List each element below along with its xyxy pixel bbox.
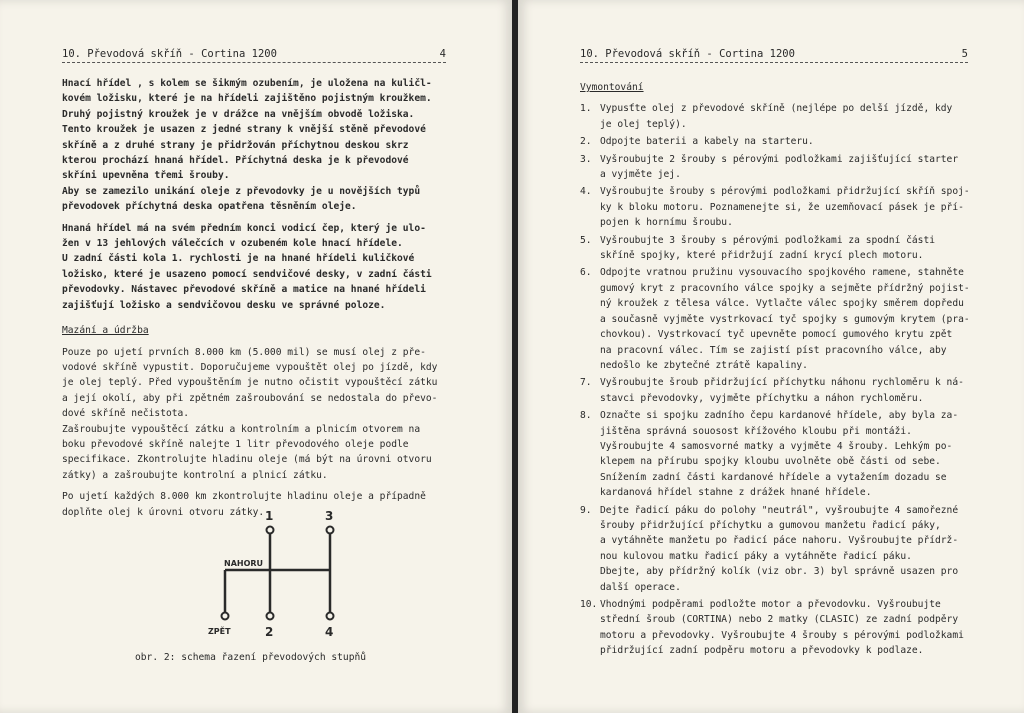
step-number: 10.: [580, 599, 598, 610]
gear-label-1: 1: [265, 509, 274, 523]
gear-position-3: [327, 527, 334, 534]
step-text-line: Označte si spojku zadního čepu kardanové hřídele, aby byla za-: [600, 410, 959, 422]
text-line: dové skříně nečistota.: [62, 408, 190, 420]
step-text-line: Odpojte baterii a kabely na starteru.: [600, 136, 814, 148]
step-number: 5.: [580, 234, 592, 246]
removal-step-9: [580, 503, 980, 595]
text-line: je olej teplý. Před vypouštěním je nutno očistit vypouštěcí zátku: [62, 377, 438, 389]
removal-step-4: [580, 184, 980, 230]
step-text-line: další operace.: [600, 581, 681, 593]
paragraph-driven-shaft: [62, 221, 452, 313]
step-text-line: střední šroub (CORTINA) nebo 2 matky (CLASIC) ze zadní podpěry: [600, 614, 959, 626]
text-line: převodovek příchytná deska opatřena těsněním oleje.: [62, 201, 357, 213]
step-text-line: pojen k hornímu šroubu.: [600, 217, 733, 229]
text-line: skříni upevněna třemi šrouby.: [62, 170, 230, 182]
removal-step-7: [580, 375, 980, 406]
step-text-line: Odpojte vratnou pružinu vysouvacího spojkového ramene, stahněte: [600, 267, 964, 279]
gear-label-2: 2: [265, 625, 274, 639]
step-text-line: Snížením zadní části kardanové hřídele a vytažením dozadu se: [600, 471, 947, 483]
text-line: ložisko, které je usazeno pomocí sendvičové desky, v zadní části: [62, 268, 432, 280]
step-text-line: ný kroužek z tělesa válce. Vytlačte válec spojky směrem dopředu: [600, 298, 964, 310]
reverse-label: ZPĚT: [208, 627, 231, 636]
right-page-header: [580, 48, 968, 63]
step-number: 2.: [580, 136, 592, 148]
step-text-line: jištěna správná souosost křížového kloubu při montáži.: [600, 425, 912, 437]
step-text-line: Dejte řadicí páku do polohy "neutrál", vyšroubujte 4 samořezné: [600, 504, 959, 516]
step-text-line: nou kulovou matku řadicí páky a vytáhněte řadicí páku.: [600, 550, 912, 562]
text-line: žen v 13 jehlových válečcích v ozubeném kole hnací hřídele.: [62, 238, 403, 250]
text-line: převodovky. Nástavec převodové skříně a matice na hnané hřídeli: [62, 284, 426, 296]
figure-caption: obr. 2: schema řazení převodových stupňů: [135, 652, 367, 663]
step-text-line: Vyšroubujte šroub přidržující příchytku náhonu rychloměru k ná-: [600, 377, 964, 389]
removal-step-8: [580, 408, 980, 500]
text-line: Tento kroužek je usazen z jedné strany k vnější stěně převodové: [62, 124, 426, 136]
right-header-title: 10. Převodová skříň - Cortina 1200: [580, 48, 795, 60]
step-text-line: nedošlo ke zbytečné ztrátě kapaliny.: [600, 359, 808, 371]
left-header-title: 10. Převodová skříň - Cortina 1200: [62, 48, 277, 60]
step-text-line: je olej teplý).: [600, 118, 687, 130]
section-heading-removal: Vymontování: [580, 82, 644, 93]
step-number: 3.: [580, 153, 592, 165]
step-text-line: klepem na přírubu spojky kloubu uvolněte obě části od sebe.: [600, 456, 941, 468]
step-text-line: Vypusťte olej z převodové skříně (nejlépe po delší jízdě, kdy: [600, 103, 953, 115]
text-line: Hnací hřídel , s kolem se šikmým ozubením, je uložena na kuličl-: [62, 78, 432, 89]
gear-shift-diagram: [200, 508, 360, 643]
text-line: kterou prochází hnaná hřídel. Příchytná deska je k převodové: [62, 155, 409, 167]
text-line: a její okolí, aby při zpětném zašroubování se nedostala do převo-: [62, 392, 438, 404]
step-number: 4.: [580, 186, 592, 198]
step-text-line: Vyšroubujte šrouby s pérovými podložkami přidržující skříň spoj-: [600, 186, 970, 198]
step-text-line: Vyšroubujte 2 šrouby s pérovými podložkami zajišťující starter: [600, 153, 959, 165]
step-text-line: přidržující zadní podpěru motoru a převodovky k podlaze.: [600, 645, 924, 657]
removal-steps-list: [580, 101, 980, 658]
step-number: 6.: [580, 267, 592, 279]
gear-position-4: [327, 613, 334, 620]
removal-step-3: [580, 152, 980, 183]
text-line: Druhý pojistný kroužek je v drážce na vnějším obvodě ložiska.: [62, 108, 415, 120]
text-line: zajišťují ložisko a sendvičovou desku ve správné poloze.: [62, 299, 386, 311]
removal-step-10: [580, 597, 980, 659]
text-line: Aby se zamezilo unikání oleje z převodovky je u novějších typů: [62, 185, 421, 197]
removal-step-2: [580, 134, 980, 149]
text-line: vodové skříně vypustit. Doporučujeme vypouštět olej po jízdě, kdy: [62, 361, 438, 373]
text-line: kovém ložisku, které je na hřídeli zajištěno pojistným kroužkem.: [62, 93, 432, 105]
removal-step-5: [580, 233, 980, 264]
text-line: U zadní části kola 1. rychlosti je na hnané hřídeli kuličkové: [62, 253, 415, 265]
step-text-line: kardanová hřídel stahne z drážek hnané hřídele.: [600, 487, 872, 499]
step-number: 7.: [580, 377, 592, 389]
text-line: zátky) a zašroubujte kontrolní a plnicí zátku.: [62, 469, 328, 481]
step-text-line: skříně spojky, které přidržují zadní krycí plech motoru.: [600, 250, 924, 262]
step-text-line: šrouby přidržující příchytku a gumovou manžetu řadicí páky,: [600, 519, 941, 531]
removal-step-6: [580, 265, 980, 373]
gear-position-2: [267, 613, 274, 620]
right-page: [518, 0, 1024, 713]
gear-position-1: [267, 527, 274, 534]
step-text-line: chovkou). Vystrkovací tyč upevněte pomocí gumového krytu zpět: [600, 329, 953, 341]
text-line: skříně a z druhé strany je přidržován příchytnou deskou skrz: [62, 139, 409, 151]
text-line: Pouze po ujetí prvních 8.000 km (5.000 mil) se musí olej z pře-: [62, 346, 426, 358]
step-number: 1.: [580, 103, 592, 115]
section-heading-lubrication: Mazání a údržba: [62, 325, 149, 337]
paragraph-oil-change: [62, 345, 452, 484]
step-text-line: stavci převodovky, vyjměte příchytku a náhon rychloměru.: [600, 392, 924, 404]
gear-label-3: 3: [325, 509, 334, 523]
step-text-line: a vyjměte jej.: [600, 169, 681, 181]
step-text-line: gumový kryt z pracovního válce spojky a sejměte přídržný pojist-: [600, 282, 970, 294]
removal-step-1: [580, 101, 980, 132]
step-text-line: a současně vyjměte vystrkovací tyč spojky s gumovým krytem (pra-: [600, 313, 970, 325]
right-body-text: [580, 80, 980, 661]
step-number: 8.: [580, 410, 592, 422]
step-text-line: na pracovní válec. Tím se zajistí píst pracovního válce, aby: [600, 344, 947, 356]
text-line: boku převodové skříně nalejte 1 litr převodového oleje podle: [62, 438, 409, 450]
gear-label-4: 4: [325, 625, 334, 639]
text-line: Zašroubujte vypouštěcí zátku a kontrolním a plnicím otvorem na: [62, 423, 421, 435]
step-text-line: Vyšroubujte 4 samosvorné matky a vyjměte 4 šrouby. Lehkým po-: [600, 440, 953, 452]
step-text-line: motoru a převodovky. Vyšroubujte 4 šrouby s pérovými podložkami: [600, 629, 964, 641]
step-text-line: Vhodnými podpěrami podložte motor a převodovku. Vyšroubujte: [600, 599, 941, 610]
step-number: 9.: [580, 504, 592, 516]
right-page-number: 5: [961, 48, 968, 60]
step-text-line: ky k bloku motoru. Poznamenejte si, že uzemňovací pásek je pří-: [600, 201, 964, 213]
text-line: Hnaná hřídel má na svém předním konci vodicí čep, který je ulo-: [62, 222, 426, 234]
step-text-line: Dbejte, aby přídržný kolík (viz obr. 3) byl správně usazen pro: [600, 566, 959, 578]
text-line: specifikace. Zkontrolujte hladinu oleje (má být na úrovni otvoru: [62, 454, 432, 466]
left-page-header: [62, 48, 446, 63]
step-text-line: a vytáhněte manžetu po řadicí páce nahoru. Vyšroubujte přídrž-: [600, 535, 959, 547]
left-page-number: 4: [439, 48, 446, 60]
neutral-label: NAHORU: [224, 559, 264, 568]
text-line: doplňte olej k úrovni otvoru zátky.: [62, 506, 265, 518]
paragraph-drive-shaft: [62, 76, 452, 215]
text-line: Po ujetí každých 8.000 km zkontrolujte hladinu oleje a případně: [62, 491, 426, 503]
step-text-line: Vyšroubujte 3 šrouby s pérovými podložkami za spodní části: [600, 234, 936, 246]
left-body-text: [62, 76, 452, 526]
gear-position-reverse: [222, 613, 229, 620]
